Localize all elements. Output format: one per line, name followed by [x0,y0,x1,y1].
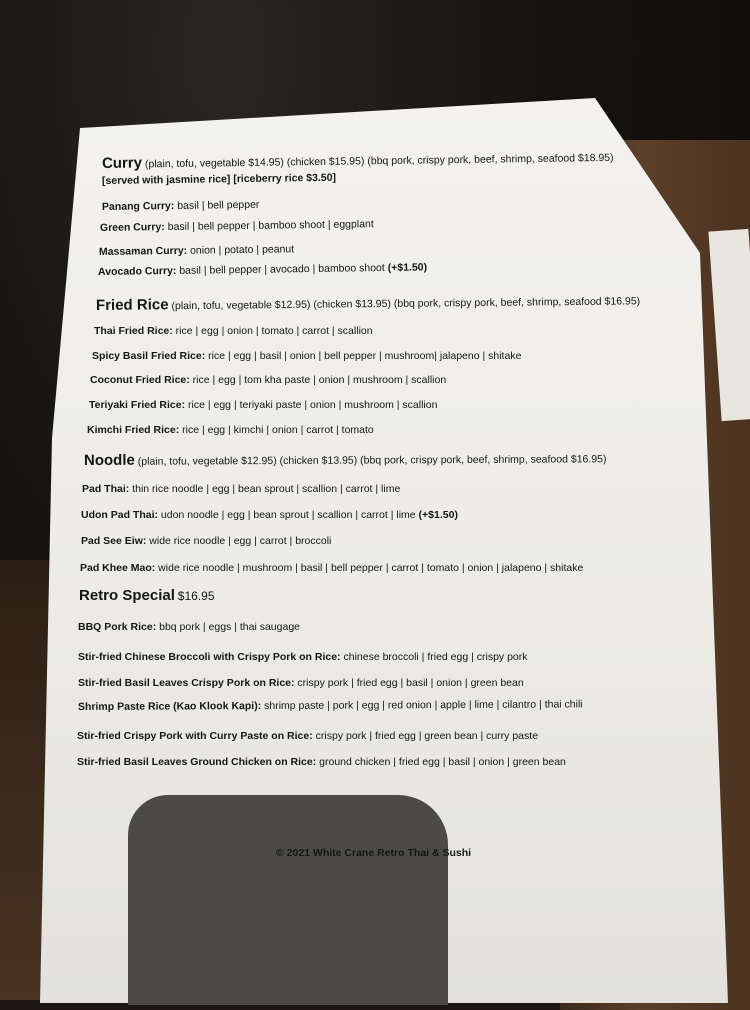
item-desc: shrimp paste | pork | egg | red onion | apple | lime | cilantro | thai chili [261,698,583,713]
item-desc: chinese broccoli | fried egg | crispy pork [340,651,528,663]
item-name: Coconut Fried Rice: [90,374,190,386]
item-desc: rice | egg | onion | tomato | carrot | scallion [172,325,373,337]
noodle-header [84,449,607,469]
item-desc: crispy pork | fried egg | basil | onion | green bean [294,677,524,689]
item-name: Stir-fried Chinese Broccoli with Crispy Pork on Rice: [78,651,341,663]
menu-item [78,651,528,663]
menu-item [78,621,300,633]
copyright-footer: © 2021 White Crane Retro Thai & Sushi [276,847,472,859]
item-name: BBQ Pork Rice: [78,621,157,633]
section-title-fried-rice: Fried Rice [95,296,169,314]
item-desc: basil | bell pepper | bamboo shoot | eggplant [164,218,374,234]
item-name: Shrimp Paste Rice (Kao Klook Kapi): [77,700,262,713]
curry-header [102,148,614,172]
menu-item [77,730,538,742]
menu-item [78,677,524,689]
item-name: Teriyaki Fried Rice: [89,399,186,411]
item-name: Green Curry: [99,221,165,234]
item-name: Thai Fried Rice: [94,325,173,337]
section-title-retro-special: Retro Special [79,587,175,604]
item-desc: bbq pork | eggs | thai saugage [156,621,300,633]
item-desc: thin rice noodle | egg | bean sprout | scallion | carrot | lime [129,483,401,495]
retro-price: $16.95 [177,589,215,603]
menu-item [92,350,521,362]
item-name: Kimchi Fried Rice: [87,424,180,436]
retro-header [79,587,215,604]
item-desc: basil | bell pepper | avocado | bamboo shoot [176,261,388,277]
menu-item [78,698,583,713]
menu-item [81,509,458,521]
menu-item [100,218,374,234]
menu-item [90,374,446,386]
item-name: Panang Curry: [101,199,175,213]
menu-item [89,399,437,411]
item-extra-price: (+$1.50) [387,261,428,274]
curry-served-note: [served with jasmine rice] [riceberry rice $3.50] [101,171,337,187]
item-desc: rice | egg | kimchi | onion | carrot | tomato [179,424,374,436]
item-name: Avocado Curry: [97,264,177,278]
item-desc: rice | egg | teriyaki paste | onion | mushroom | scallion [185,399,438,411]
item-desc: basil | bell pepper [174,198,260,212]
section-title-curry: Curry [101,154,143,172]
item-name: Massaman Curry: [98,244,188,258]
item-desc: rice | egg | tom kha paste | onion | mushroom | scallion [189,374,447,386]
item-name: Pad Thai: [82,483,130,495]
menu-item [81,535,331,547]
menu-item [94,325,373,337]
item-desc: ground chicken | fried egg | basil | onion | green bean [316,756,566,768]
item-name: Spicy Basil Fried Rice: [92,350,206,362]
menu-item [87,424,374,436]
menu-item [99,243,294,258]
menu-item [98,261,427,278]
item-name: Stir-fried Crispy Pork with Curry Paste on Rice: [77,730,313,742]
fried-rice-header [96,291,640,314]
menu-item [77,756,566,768]
menu-item [102,199,260,213]
item-name: Udon Pad Thai: [81,509,158,521]
item-name: Stir-fried Basil Leaves Crispy Pork on Rice: [78,677,295,689]
item-name: Pad See Eiw: [81,535,147,547]
item-name: Pad Khee Mao: [80,562,156,574]
fried-rice-price-note: (plain, tofu, vegetable $12.95) (chicken $13.95) (bbq pork, crispy pork, beef, shrimp, seafood $16.95) [171,295,641,313]
menu-item [80,562,583,574]
section-title-noodle: Noodle [83,451,135,469]
item-extra-price: (+$1.50) [418,509,458,521]
noodle-price-note: (plain, tofu, vegetable $12.95) (chicken $13.95) (bbq pork, crispy pork, beef, shrimp, seafood $16.95) [137,453,607,468]
item-name: Stir-fried Basil Leaves Ground Chicken on Rice: [77,756,317,768]
item-desc: rice | egg | basil | onion | bell pepper | mushroom| jalapeno | shitake [205,350,522,362]
curry-price-note: (plain, tofu, vegetable $14.95) (chicken $15.95) (bbq pork, crispy pork, beef, shrimp, seafood $18.95) [144,151,614,171]
item-desc: wide rice noodle | egg | carrot | broccoli [146,535,332,547]
item-desc: crispy pork | fried egg | green bean | curry paste [312,730,539,742]
item-desc: udon noodle | egg | bean sprout | scallion | carrot | lime [158,509,419,521]
item-desc: onion | potato | peanut [187,243,295,257]
item-desc: wide rice noodle | mushroom | basil | bell pepper | carrot | tomato | onion | jalapeno | shitake [155,562,584,574]
menu-item [82,483,400,495]
